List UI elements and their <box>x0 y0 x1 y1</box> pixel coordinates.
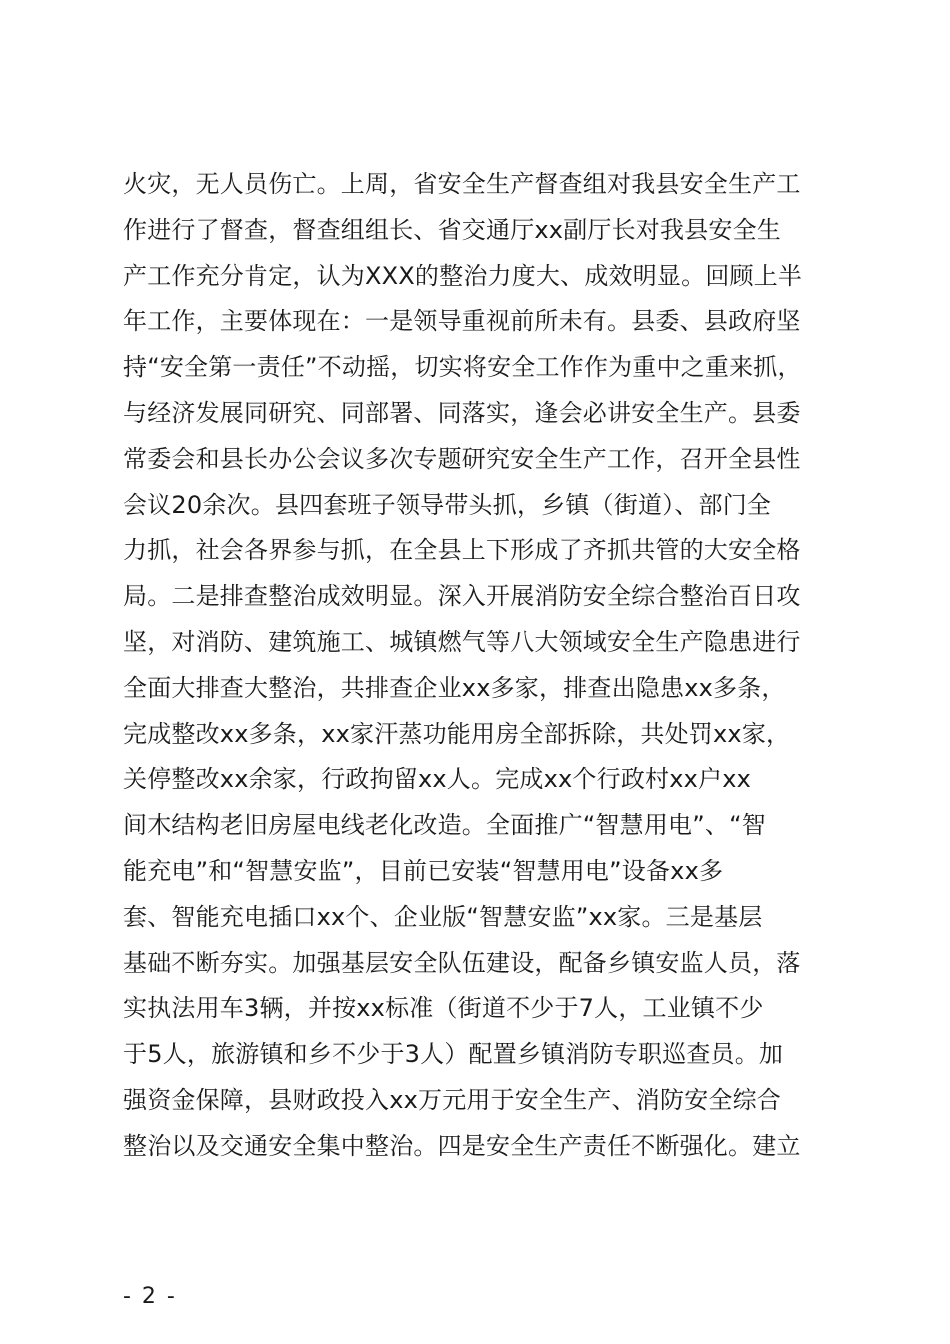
text-line-9: 力抓，社会各界参与抓，在全县上下形成了齐抓共管的大安全格 <box>123 536 801 565</box>
text-line-13: 完成整改xx多条，xx家汗蒸功能用房全部拆除，共处罚xx家， <box>123 719 791 748</box>
text-line-6: 与经济发展同研究、同部署、同落实，逢会必讲安全生产。县委 <box>123 398 801 427</box>
text-line-10: 局。二是排查整治成效明显。深入开展消防安全综合整治百日攻 <box>123 582 801 611</box>
text-line-2: 作进行了督查，督查组组长、省交通厅xx副厅长对我县安全生 <box>123 215 782 244</box>
text-line-5: 持“安全第一责任”不动摇，切实将安全工作作为重中之重来抓， <box>123 353 802 382</box>
text-line-20: 于5人，旅游镇和乡不少于3人）配置乡镇消防专职巡查员。加 <box>123 1040 784 1069</box>
text-line-3: 产工作充分肯定，认为XXX的整治力度大、成效明显。回顾上半 <box>123 261 803 290</box>
text-line-17: 套、智能充电插口xx个、企业版“智慧安监”xx家。三是基层 <box>123 902 763 931</box>
text-line-22: 整治以及交通安全集中整治。四是安全生产责任不断强化。建立 <box>123 1131 801 1160</box>
text-line-8: 会议20余次。县四套班子领导带头抓，乡镇（街道）、部门全 <box>123 490 772 519</box>
text-line-12: 全面大排查大整治，共排查企业xx多家，排查出隐患xx多条， <box>123 673 786 702</box>
text-line-14: 关停整改xx余家，行政拘留xx人。完成xx个行政村xx户xx <box>123 765 752 794</box>
text-line-16: 能充电”和“智慧安监”，目前已安装“智慧用电”设备xx多 <box>123 856 724 885</box>
text-line-21: 强资金保障，县财政投入xx万元用于安全生产、消防安全综合 <box>123 1085 782 1114</box>
page-number: - 2 - <box>123 1284 177 1309</box>
text-line-4: 年工作，主要体现在：一是领导重视前所未有。县委、县政府坚 <box>123 307 801 336</box>
body-paragraph <box>123 162 843 1170</box>
text-line-1: 火灾，无人员伤亡。上周，省安全生产督查组对我县安全生产工 <box>123 170 801 198</box>
text-line-19: 实执法用车3辆，并按xx标准（街道不少于7人，工业镇不少 <box>123 994 764 1023</box>
text-line-15: 间木结构老旧房屋电线老化改造。全面推广“智慧用电”、“智 <box>123 811 766 840</box>
text-line-11: 坚，对消防、建筑施工、城镇燃气等八大领域安全生产隐患进行 <box>123 627 801 656</box>
text-line-18: 基础不断夯实。加强基层安全队伍建设，配备乡镇安监人员，落 <box>123 948 801 977</box>
text-line-7: 常委会和县长办公会议多次专题研究安全生产工作，召开全县性 <box>123 444 801 473</box>
